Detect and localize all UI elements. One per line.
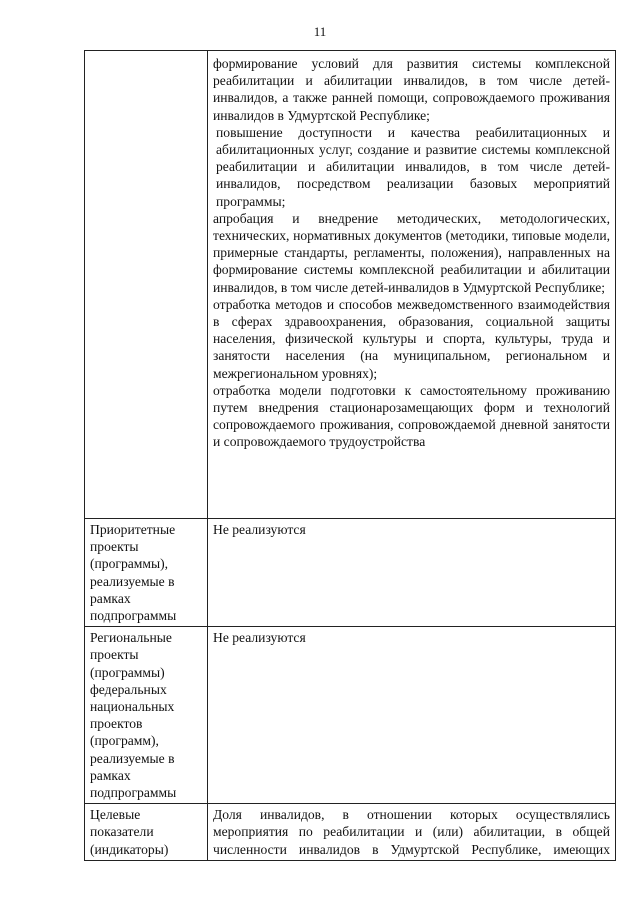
subprogram-passport-table (84, 50, 616, 861)
measures-label-cell (85, 51, 208, 519)
target-indicators-value (208, 804, 616, 861)
measure-paragraph-1: формирование условий для развития системы комплексной реабилитации и абилитации инвалидов, в том числе детей-инвалидов, а также ранней помощи, сопровождаемого проживания инвалидов в Удмуртской Республике; (213, 56, 610, 123)
table-row-regional-projects (85, 627, 616, 804)
measure-paragraph-2: повышение доступности и качества реабилитационных и абилитационных услуг, создание и развитие системы комплексной реабилитации и абилитации инвалидов, в том числе детей-инвалидов, посредством реализации базовых мероприятий программы; (216, 124, 610, 209)
measures-content-cell (208, 51, 616, 519)
priority-projects-label: Приоритетные проекты (программы), реализуемые в рамках подпрограммы (85, 519, 208, 627)
regional-projects-label: Региональные проекты (программы) федеральных национальных проектов (программ), реализуемые в рамках подпрограммы (85, 627, 208, 804)
page-number: 11 (313, 24, 327, 39)
priority-projects-value: Не реализуются (208, 519, 616, 627)
regional-projects-value: Не реализуются (208, 627, 616, 804)
measure-paragraph-3: апробация и внедрение методических, методологических, технических, нормативных документов (методики, типовые модели, примерные стандарты, регламенты, положения), направленных на формирование системы комплексной реабилитации и абилитации инвалидов, в том числе детей-инвалидов в Удмуртской Республике; (213, 210, 610, 295)
table-row-priority-projects (85, 519, 616, 627)
measure-paragraph-4: отработка методов и способов межведомственного взаимодействия в сферах здравоохранения, образования, социальной защиты населения, физической культуры и спорта, культуры, труда и занятости населения (на муниципальном, региональном и межрегиональном уровнях); (213, 296, 610, 381)
table-row-measures (85, 51, 616, 519)
target-indicators-text: Доля инвалидов, в отношении которых осуществлялись мероприятия по реабилитации и (или) абилитации, в общей численности инвалидов в Удмуртской Республике, имеющих (213, 807, 610, 857)
table-row-target-indicators (85, 804, 616, 861)
target-indicators-label: Целевые показатели (индикаторы) (85, 804, 208, 861)
measure-paragraph-5: отработка модели подготовки к самостоятельному проживанию путем внедрения стационарозамещающих форм и технологий сопровождаемого проживания, сопровождаемой дневной занятости и сопровождаемого трудоустройства (213, 382, 610, 450)
